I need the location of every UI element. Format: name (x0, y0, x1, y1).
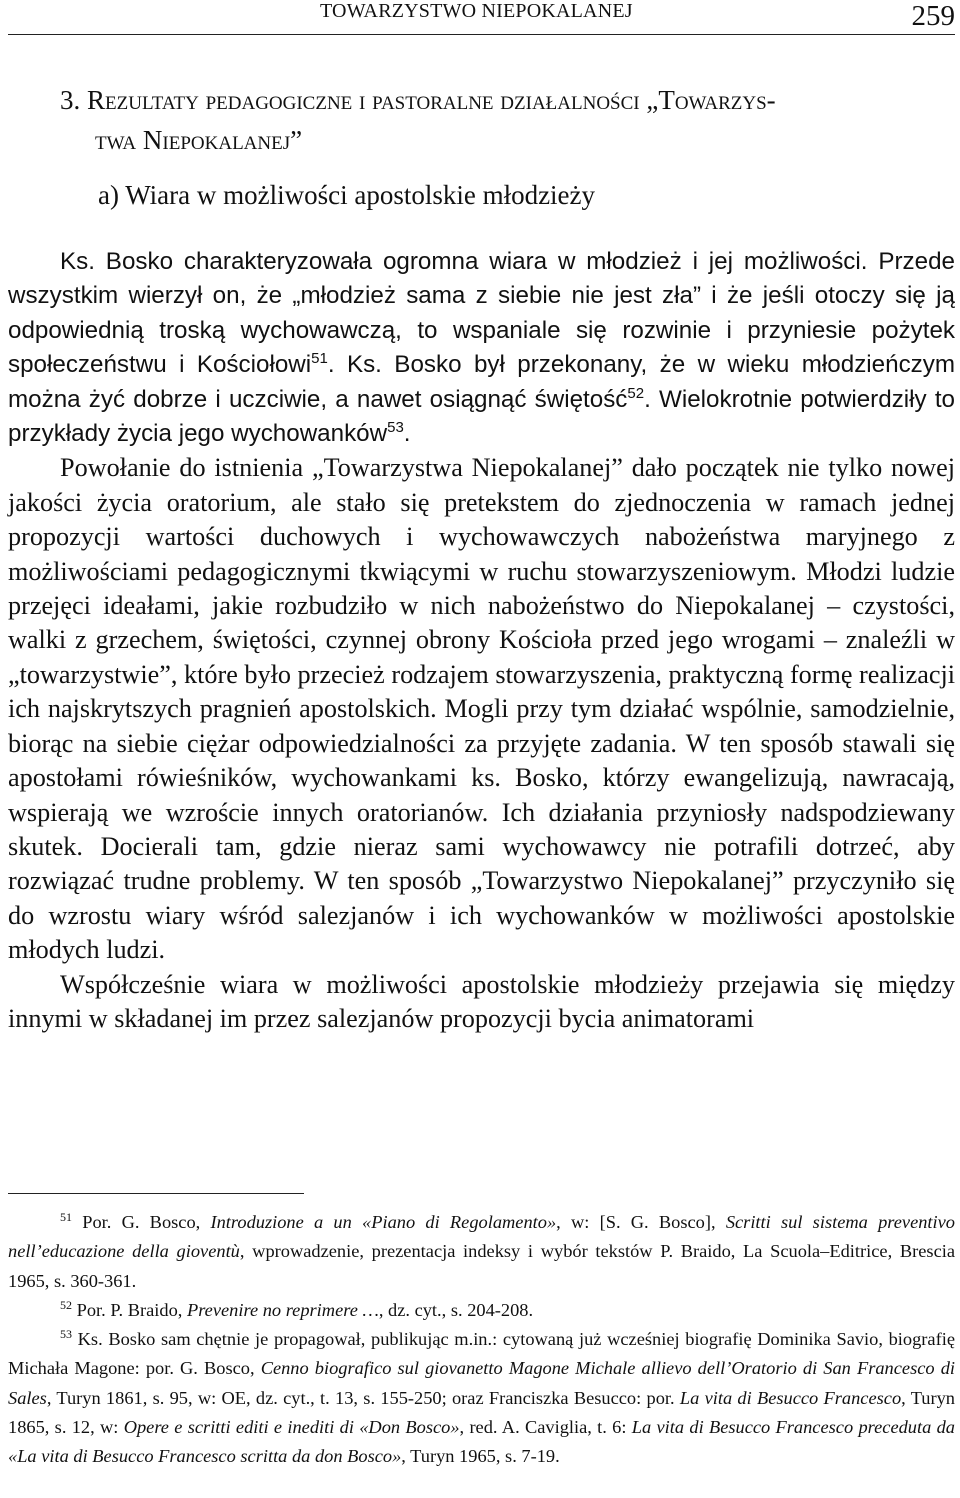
footnote-text: , w: [S. G. Bosco], (556, 1212, 726, 1232)
footnote-ref-53[interactable]: 53 (387, 418, 404, 436)
footnote-number: 51 (60, 1209, 72, 1224)
paragraph-1-part-b: . Ks. Bosko był przekonany, że w wieku młodzieńczym można żyć dobrze i uczciwie, a nawet osiągnąć świętość (8, 351, 955, 413)
footnote-ref-51[interactable]: 51 (311, 350, 328, 368)
subsection-heading: a) Wiara w możliwości apostolskie młodzieży (98, 180, 596, 210)
footnote-text: , wprowadzenie, prezentacja indeksy i wybór tekstów P. Braido, La Scuola–Editrice, Brescia 1965, s. 360-361. (8, 1241, 955, 1291)
footnote-53 (8, 1325, 955, 1471)
page-number: 259 (911, 0, 955, 32)
footnote-number: 52 (60, 1297, 72, 1312)
footnote-title: La vita di Besucco Francesco preceduta da «La vita di Besucco Francesco scritta da don Bosco» (8, 1417, 955, 1467)
footnote-text: , dz. cyt., s. 204-208. (378, 1299, 534, 1320)
paragraph-1-part-a: Ks. Bosko charakteryzowała ogromna wiara w młodzież i jej możliwości. Przede wszystkim wierzył on, że „młodzież sama z siebie nie jest zła” i że jeśli otoczy się ją odpowiednią troską wychowawczą, to wspaniale się rozwinie i przyniesie pożytek społeczeństwu i Kościołowi (8, 248, 955, 379)
footnote-text: Ks. Bosko sam chętnie je propagował, publikując m.in.: cytowaną już wcześniej biografię Dominika Savio, biografię Michała Magone: por. G. Bosco, (8, 1329, 955, 1379)
running-head: TOWARZYSTWO NIEPOKALANEJ (320, 0, 633, 22)
footnotes (8, 1208, 955, 1472)
footnote-text: , red. A. Caviglia, t. 6: (459, 1417, 632, 1438)
footnote-title: Prevenire no reprimere … (186, 1299, 379, 1320)
paragraph-1-part-c: . Wielokrotnie potwierdziły to przykłady życia jego wychowanków (8, 385, 955, 448)
footnote-title: Opere e scritti editi e inediti di «Don Bosco» (123, 1417, 460, 1438)
footnote-number: 53 (60, 1327, 72, 1342)
footnote-52 (8, 1296, 955, 1325)
paragraph-1 (8, 245, 955, 451)
footnote-text: Por. P. Braido, (72, 1299, 187, 1320)
footnote-text: , Turyn 1861, s. 95, w: OE, dz. cyt., t. 13, s. 155-250; oraz Franciszka Besucco: por. (46, 1387, 680, 1408)
footnote-separator (8, 1193, 304, 1194)
body-text (8, 245, 955, 1036)
paragraph-2: Powołanie do istnienia „Towarzystwa Niepokalanej” dało początek nie tylko nowej jakości życia oratorium, ale stało się pretekstem do zjednoczenia w ramach jednej propozycji wartości duchowych i wychowawczych nabożeństwa maryjnego z możliwościami pedagogicznymi tkwiącymi w ruchu stowarzyszeniowym. Młodzi ludzie przejęci ideałami, jakie rozbudziło w nich nabożeństwo do Niepokalanej – czystości, walki z grzechem, świętości, czynnej obrony Kościoła przed jego wrogami – znaleźli w „towarzystwie”, które było przecież rodzajem stowarzyszenia, praktyczną formę realizacji ich najskrytszych pragnień apostolskich. Mogli przy tym działać wspólnie, samodzielnie, biorąc na siebie ciężar odpowiedzialności za przyjęte zadania. W ten sposób stawali się apostołami rówieśników, wychowankami ks. Bosko, którzy ewangelizują, nawracają, wspierają we wzroście innych oratorianów. Ich działania przyniosły nadspodziewany skutek. Docierali tam, gdzie nieraz sami wychowawcy nie potrafili dotrzeć, aby rozwiązać trudne problemy. W ten sposób „Towarzystwo Niepokalanej” przyczyniło się do wzrostu wiary wśród salezjanów i ich wychowanków w możliwości apostolskie młodych ludzi. (8, 453, 955, 965)
chapter-title-line2: twa Niepokalanej” (95, 125, 303, 155)
paragraph-3: Współcześnie wiara w możliwości apostolskie młodzieży przejawia się między innymi w składanej im przez salezjanów propozycji bycia animatorami (8, 969, 955, 1033)
footnote-title: Scritti sul sistema preventivo nell’educazione della gioventù (8, 1212, 955, 1262)
footnote-text: , Turyn 1865, s. 12, w: (8, 1387, 955, 1438)
footnote-title: Introduzione a un «Piano di Regolamento» (210, 1212, 557, 1232)
footnote-text: Por. G. Bosco, (72, 1212, 211, 1232)
footnote-title: La vita di Besucco Francesco (679, 1387, 902, 1408)
chapter-title-line1: 3. Rezultaty pedagogiczne i pastoralne działalności „Towarzys- (60, 85, 776, 115)
footnote-ref-52[interactable]: 52 (627, 384, 645, 402)
footnote-51 (8, 1208, 955, 1296)
footnote-title: Cenno biografico sul giovanetto Magone Michale allievo dell’Oratorio di San Francesco di Sales (8, 1358, 955, 1408)
paragraph-1-part-d: . (403, 420, 411, 448)
footnote-text: , Turyn 1965, s. 7-19. (401, 1446, 560, 1467)
chapter-title (60, 80, 940, 160)
page-header (8, 0, 955, 35)
